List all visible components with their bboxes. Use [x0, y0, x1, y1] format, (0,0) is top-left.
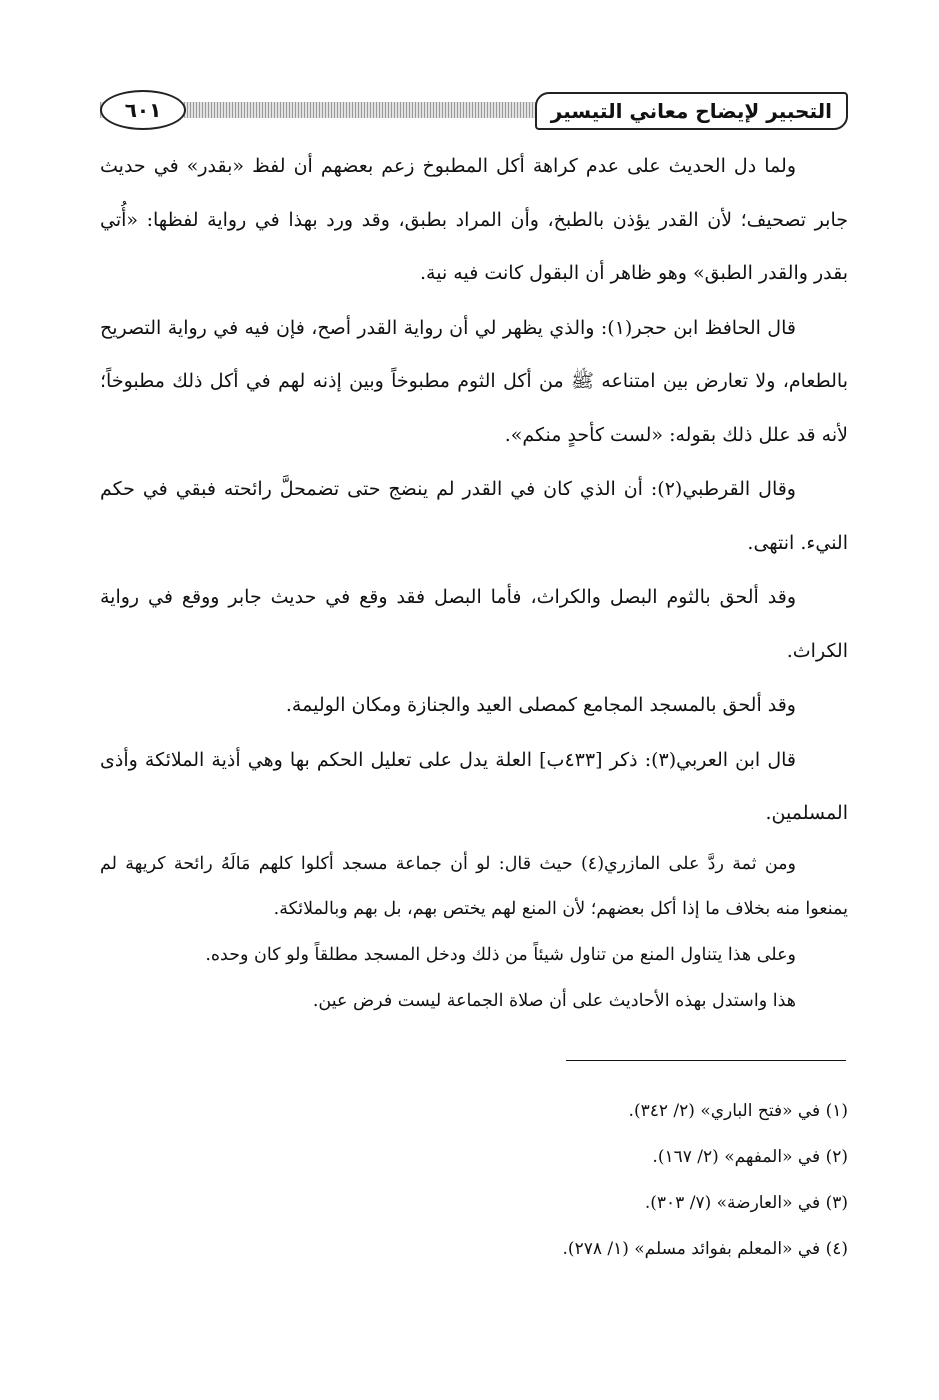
paragraph-6: قال ابن العربي(٣): ذكر [٤٣٣ب] العلة يدل على تعليل الحكم بها وهي أذية الملائكة وأذى المسلمين.	[100, 748, 848, 824]
running-header	[100, 90, 848, 134]
footnote-4: (٤) في «المعلم بفوائد مسلم» (١/ ٢٧٨).	[562, 1239, 848, 1259]
book-title: التحبير لإيضاح معاني التيسير	[535, 92, 848, 130]
paragraph-9: هذا واستدل بهذه الأحاديث على أن صلاة الجماعة ليست فرض عين.	[312, 990, 796, 1011]
paragraph-3: وقال القرطبي(٢): أن الذي كان في القدر لم ينضج حتى تضمحلَّ رائحته فبقي في حكم النيء. انتهى.	[100, 478, 848, 554]
paragraph-7: ومن ثمة ردَّ على المازري(٤) حيث قال: لو أن جماعة مسجد أكلوا كلهم مَالَهُ رائحة كريهة لم يمنعوا منه بخلاف ما إذا أكل بعضهم؛ لأن المنع لهم يختص بهم، بل بهم وبالملائكة.	[100, 853, 848, 919]
footnotes	[100, 1088, 848, 1272]
footnote-separator	[566, 1060, 846, 1061]
footnote-3: (٣) في «العارضة» (٧/ ٣٠٣).	[644, 1193, 848, 1213]
main-text	[100, 140, 848, 1024]
paragraph-2: قال الحافظ ابن حجر(١): والذي يظهر لي أن رواية القدر أصح، فإن فيه في رواية التصريح بالطعام، ولا تعارض بين امتناعه ﷺ من أكل الثوم مطبوخاً وبين إذنه لهم في أكل ذلك مطبوخاً؛ لأنه قد علل ذلك بقوله: «لست كأحدٍ منكم».	[100, 316, 848, 446]
paragraph-8: وعلى هذا يتناول المنع من تناول شيئاً من ذلك ودخل المسجد مطلقاً ولو كان وحده.	[205, 944, 796, 965]
paragraph-5: وقد ألحق بالمسجد المجامع كمصلى العيد والجنازة ومكان الوليمة.	[285, 694, 796, 716]
footnote-2: (٢) في «المفهم» (٢/ ١٦٧).	[652, 1147, 848, 1167]
page-number: ٦٠١	[100, 90, 186, 130]
paragraph-1: ولما دل الحديث على عدم كراهة أكل المطبوخ زعم بعضهم أن لفظ «بقدر» في حديث جابر تصحيف؛ لأن القدر يؤذن بالطبخ، وأن المراد بطبق، وقد ورد بهذا في رواية لفظها: «أُتي بقدر والقدر الطبق» وهو ظاهر أن البقول كانت فيه نية.	[100, 155, 848, 284]
paragraph-4: وقد ألحق بالثوم البصل والكراث، فأما البصل فقد وقع في حديث جابر ووقع في رواية الكراث.	[100, 586, 848, 662]
footnote-1: (١) في «فتح الباري» (٢/ ٣٤٢).	[628, 1101, 848, 1121]
